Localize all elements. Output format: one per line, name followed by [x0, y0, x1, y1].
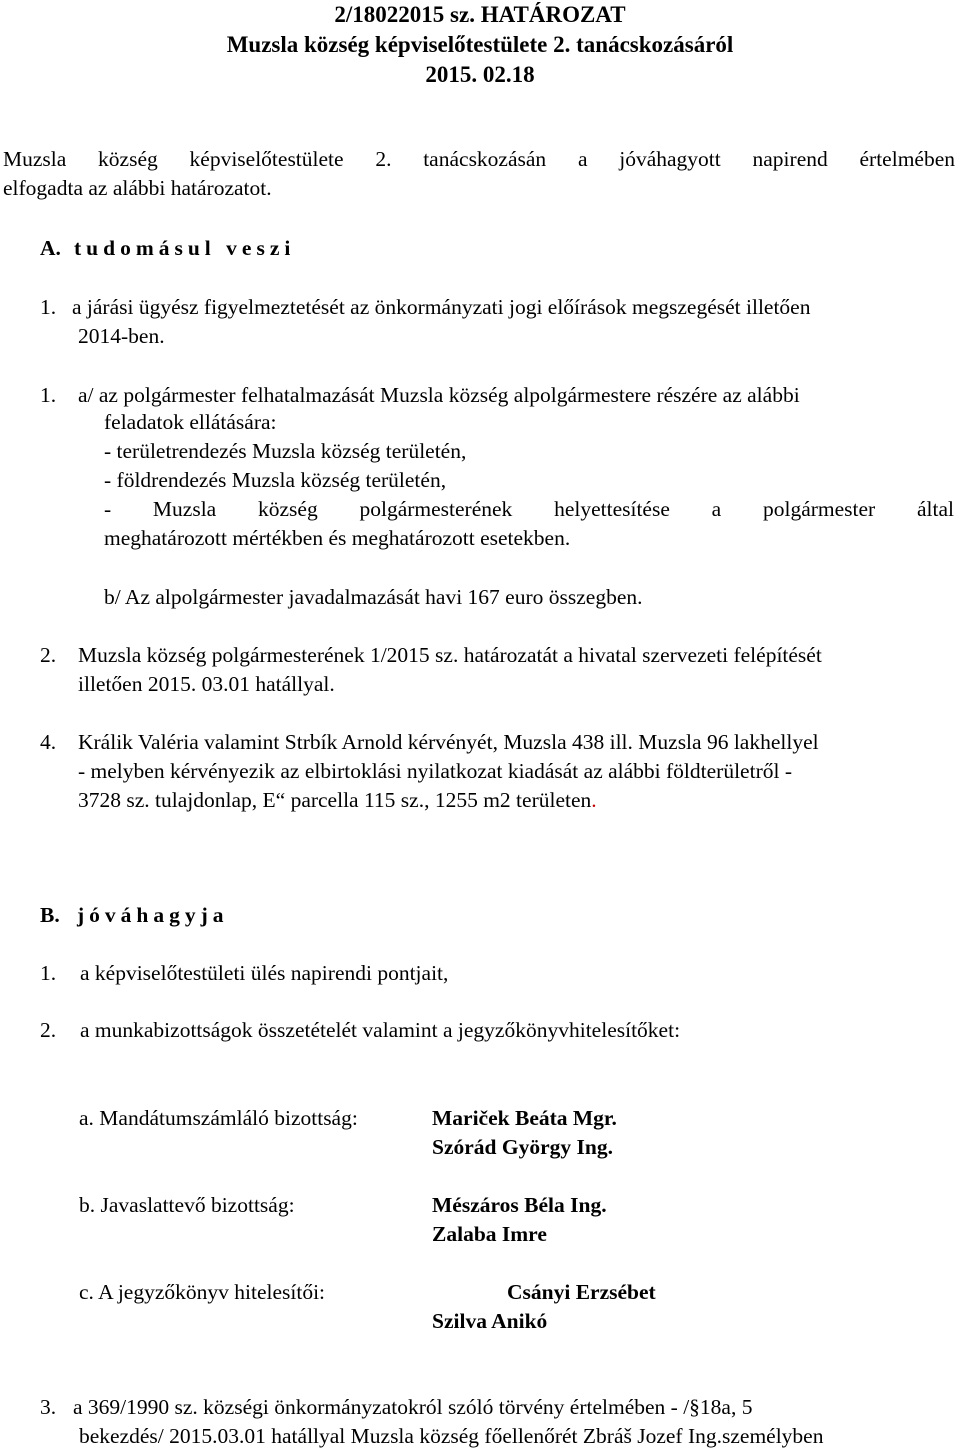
section-a-letter: A.	[40, 236, 61, 260]
section-a-item-4-number: 4.	[40, 730, 57, 754]
document-subtitle: Muzsla község képviselőtestülete 2. tanácskozásáról	[226, 32, 734, 57]
section-a-item-1b-line-2: feladatok ellátására:	[104, 410, 277, 434]
section-a-item-1b-number: 1.	[40, 383, 57, 407]
section-b-item-1-text: a képviselőtestületi ülés napirendi pontjait,	[80, 961, 449, 985]
section-b-title: jóváhagyja	[77, 903, 229, 927]
section-b-item-2-number: 2.	[40, 1018, 57, 1042]
section-a-item-1b-line-4: - földrendezés Muzsla község területén,	[104, 468, 447, 492]
document-date: 2015. 02.18	[425, 62, 535, 87]
section-a-item-1b-line-3: - területrendezés Muzsla község területén,	[104, 439, 467, 463]
section-b-item-3-line-1: a 369/1990 sz. községi önkormányzatokról szóló törvény értelmében - /§18a, 5	[73, 1395, 753, 1419]
intro-line-2: elfogadta az alábbi határozatot.	[3, 176, 272, 200]
section-a-item-4-red-period: .	[591, 788, 597, 812]
committee-a-label: a. Mandátumszámláló bizottság:	[79, 1106, 358, 1130]
section-a-item-2-number: 2.	[40, 643, 57, 667]
section-b-item-1-number: 1.	[40, 961, 57, 985]
committee-b-label: b. Javaslattevő bizottság:	[79, 1193, 295, 1217]
section-a-item-1-line-1: a járási ügyész figyelmeztetését az önkormányzati jogi előírások megszegését illetően	[72, 295, 811, 319]
section-a-item-1-number: 1.	[40, 295, 57, 319]
committee-c-member-2: Szilva Anikó	[432, 1309, 548, 1333]
section-a-item-4-line-3	[78, 787, 597, 813]
section-a-item-1b-line-1: a/ az polgármester felhatalmazását Muzsla község alpolgármestere részére az alábbi	[78, 383, 800, 407]
committee-c-label: c. A jegyzőkönyv hitelesítői:	[79, 1280, 326, 1304]
section-a-item-1b-line-5: - Muzsla község polgármesterének helyettesítése a polgármester által	[104, 497, 954, 521]
section-a-item-1b-line-6: meghatározott mértékben és meghatározott esetekben.	[104, 526, 571, 550]
section-a-item-2-line-1: Muzsla község polgármesterének 1/2015 sz. határozatát a hivatal szervezeti felépítését	[78, 643, 822, 667]
section-b-item-3-number: 3.	[40, 1395, 57, 1419]
committee-b-member-2: Zalaba Imre	[432, 1222, 547, 1246]
section-a-item-4-line-1: Králik Valéria valamint Strbík Arnold kérvényét, Muzsla 438 ill. Muzsla 96 lakhellyel	[78, 730, 819, 754]
section-b-letter: B.	[40, 903, 60, 927]
section-a-title: tudomásul veszi	[74, 236, 296, 260]
section-b-item-2-text: a munkabizottságok összetételét valamint a jegyzőkönyvhitelesítőket:	[80, 1018, 681, 1042]
section-a-item-4-line-3-text: 3728 sz. tulajdonlap, E“ parcella 115 sz., 1255 m2 területen	[78, 788, 592, 812]
committee-b-member-1: Mészáros Béla Ing.	[432, 1193, 607, 1217]
section-a-item-1-line-2: 2014-ben.	[78, 324, 165, 348]
section-a-item-1b-remuneration: b/ Az alpolgármester javadalmazását havi 167 euro összegben.	[104, 585, 643, 609]
intro-line-1: Muzsla község képviselőtestülete 2. tanácskozásán a jóváhagyott napirend értelmében	[3, 147, 955, 171]
section-a-item-4-line-2: - melyben kérvényezik az elbirtoklási nyilatkozat kiadását az alábbi földterületről -	[78, 759, 792, 783]
section-a-item-2-line-2: illetően 2015. 03.01 hatállyal.	[78, 672, 335, 696]
committee-a-member-2: Szórád György Ing.	[432, 1135, 613, 1159]
section-b-item-3-line-2: bekezdés/ 2015.03.01 hatállyal Muzsla község főellenőrét Zbráš Jozef Ing.személyben	[79, 1424, 824, 1448]
committee-a-member-1: Mariček Beáta Mgr.	[432, 1106, 617, 1130]
committee-c-member-1: Csányi Erzsébet	[507, 1280, 656, 1304]
document-number-title: 2/18022015 sz. HATÁROZAT	[334, 2, 626, 27]
